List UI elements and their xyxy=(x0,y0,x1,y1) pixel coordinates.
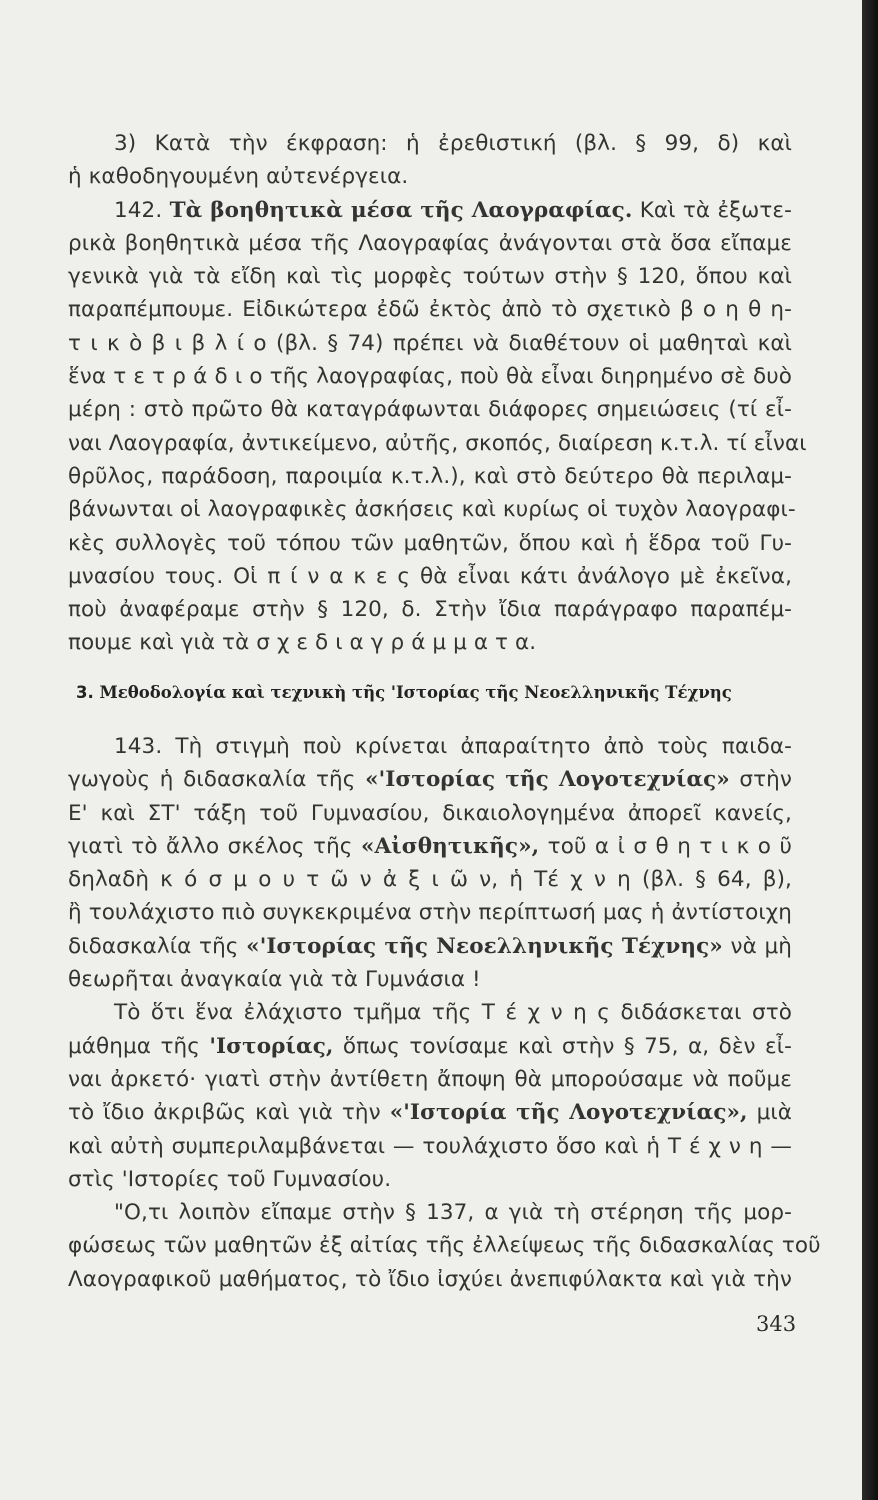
text-line: Τὸ ὅτι ἕνα ἐλάχιστο τμῆμα τῆς Τ έ χ ν η ς διδάσκεται στὸ xyxy=(114,1000,792,1026)
text-line xyxy=(68,763,792,796)
bold-title: «'Ιστορίας τῆς Λογοτεχνίας» xyxy=(365,767,730,793)
bold-title: «'Ιστορίας τῆς Νεοελληνικῆς Τέχνης» xyxy=(246,933,723,959)
text-line: βάνωνται οἱ λαογραφικὲς ἀσκήσεις καὶ κυρίως οἱ τυχὸν λαογραφι- xyxy=(68,497,796,523)
bold-title: 'Ιστορίας, xyxy=(209,1033,334,1059)
text-line: στὶς 'Ιστορίες τοῦ Γυμνασίου. xyxy=(68,1166,392,1192)
text-segment: νὰ μὴ xyxy=(730,933,793,959)
page-number: 343 xyxy=(756,1312,797,1336)
text-line xyxy=(68,830,792,863)
text-line: 143. Τὴ στιγμὴ ποὺ κρίνεται ἀπαραίτητο ἀπὸ τοὺς παιδα- xyxy=(114,734,792,759)
text-line: ρικὰ βοηθητικὰ μέσα τῆς Λαογραφίας ἀνάγονται στὰ ὅσα εἴπαμε xyxy=(68,230,792,256)
text-line: μνασίου τους. Οἱ π ί ν α κ ε ς θὰ εἶναι κάτι ἀνάλογο μὲ ἐκεῖνα, xyxy=(68,563,792,589)
section-number: 3. xyxy=(76,683,94,702)
text-line: Λαογραφικοῦ μαθήματος, τὸ ἴδιο ἰσχύει ἀνεπιφύλακτα καὶ γιὰ τὴν xyxy=(68,1266,792,1292)
text-line: ἢ τουλάχιστο πιὸ συγκεκριμένα στὴν περίπτωσή μας ἡ ἀντίστοιχη xyxy=(68,900,792,926)
text-line: δηλαδὴ κ ό σ μ ο υ τ ῶ ν ἀ ξ ι ῶ ν, ἡ Τέ χ ν η (βλ. § 64, β), xyxy=(68,867,792,893)
text-segment: τὸ ἴδιο ἀκριβῶς καὶ γιὰ τὴν xyxy=(68,1100,381,1126)
text-line xyxy=(68,1030,792,1063)
paragraph-title: Τὰ βοηθητικὰ μέσα τῆς Λαογραφίας. xyxy=(169,197,633,223)
text-line: θεωρῆται ἀναγκαία γιὰ τὰ Γυμνάσια ! xyxy=(68,967,481,993)
dark-page-edge xyxy=(862,0,878,1500)
text-line: "Ο,τι λοιπὸν εἴπαμε στὴν § 137, α γιὰ τὴ στέρηση τῆς μορ- xyxy=(114,1200,792,1226)
text-segment: στὴν xyxy=(739,767,792,793)
text-segment: Καὶ τὰ ἐξωτε- xyxy=(639,197,792,223)
text-line xyxy=(68,1096,792,1129)
text-line: μέρη : στὸ πρῶτο θὰ καταγράφωνται διάφορες σημειώσεις (τί εἶ- xyxy=(68,397,792,423)
section-title: Μεθοδολογία καὶ τεχνικὴ τῆς 'Ιστορίας τῆς Νεοελληνικῆς Τέχνης xyxy=(99,683,732,702)
text-segment: μάθημα τῆς xyxy=(68,1033,200,1059)
text-segment: μιὰ xyxy=(756,1100,793,1126)
paragraph-142-heading-line xyxy=(68,194,792,227)
text-line: ναι ἀρκετό· γιατὶ στὴν ἀντίθετη ἄποψη θὰ μπορούσαμε νὰ ποῦμε xyxy=(68,1066,792,1092)
text-line: φώσεως τῶν μαθητῶν ἐξ αἰτίας τῆς ἐλλείψεως τῆς διδασκαλίας τοῦ xyxy=(68,1233,821,1259)
bold-title: «Αἰσθητικῆς», xyxy=(360,833,540,859)
text-line: θρῦλος, παράδοση, παροιμία κ.τ.λ.), καὶ στὸ δεύτερο θὰ περιλαμ- xyxy=(68,463,792,489)
text-line: πουμε καὶ γιὰ τὰ σ χ ε δ ι α γ ρ ά μ μ α τ α. xyxy=(68,630,537,656)
text-line: τ ι κ ὸ β ι β λ ί ο (βλ. § 74) πρέπει νὰ διαθέτουν οἱ μαθηταὶ καὶ xyxy=(68,330,792,356)
paragraph-number: 142. xyxy=(114,197,163,223)
text-line: Ε' καὶ ΣΤ' τάξη τοῦ Γυμνασίου, δικαιολογημένα ἀπορεῖ κανείς, xyxy=(68,800,792,826)
text-line: 3) Κατὰ τὴν έκφραση: ἡ ἐρεθιστική (βλ. § 99, δ) καὶ xyxy=(114,131,792,156)
text-segment: διδασκαλία τῆς xyxy=(68,933,239,959)
text-segment: ὅπως τονίσαμε καὶ στὴν § 75, α, δὲν εἶ- xyxy=(342,1033,792,1059)
text-segment: τοῦ α ἰ σ θ η τ ι κ ο ῦ xyxy=(547,833,792,859)
text-line: ἕνα τ ε τ ρ ά δ ι ο τῆς λαογραφίας, ποὺ θὰ εἶναι διηρημένο σὲ δυὸ xyxy=(68,364,792,390)
text-line: παραπέμπουμε. Εἰδικώτερα ἐδῶ ἐκτὸς ἀπὸ τὸ σχετικὸ β ο η θ η- xyxy=(68,297,792,323)
text-line xyxy=(68,930,792,963)
section-heading xyxy=(76,683,776,702)
text-segment: γιατὶ τὸ ἄλλο σκέλος τῆς xyxy=(68,833,353,859)
text-line: καὶ αὐτὴ συμπεριλαμβάνεται — τουλάχιστο ὅσο καὶ ἡ Τ έ χ ν η — xyxy=(68,1133,792,1159)
text-line: ποὺ ἀναφέραμε στὴν § 120, δ. Στὴν ἴδια παράγραφο παραπέμ- xyxy=(68,597,792,623)
text-line: ναι Λαογραφία, ἀντικείμενο, αὐτῆς, σκοπός, διαίρεση κ.τ.λ. τί εἶναι xyxy=(68,430,807,456)
text-line: γενικὰ γιὰ τὰ εἴδη καὶ τὶς μορφὲς τούτων στὴν § 120, ὅπου καὶ xyxy=(68,264,792,290)
text-line: κὲς συλλογὲς τοῦ τόπου τῶν μαθητῶν, ὅπου καὶ ἡ ἕδρα τοῦ Γυ- xyxy=(68,530,792,556)
text-line: ἡ καθοδηγουμένη αὐτενέργεια. xyxy=(68,164,409,190)
bold-title: «'Ιστορία τῆς Λογοτεχνίας», xyxy=(389,1100,748,1126)
section-142-text xyxy=(68,127,807,660)
text-segment: γωγοὺς ἡ διδασκαλία τῆς xyxy=(68,767,356,793)
section-143-text xyxy=(68,730,821,1296)
